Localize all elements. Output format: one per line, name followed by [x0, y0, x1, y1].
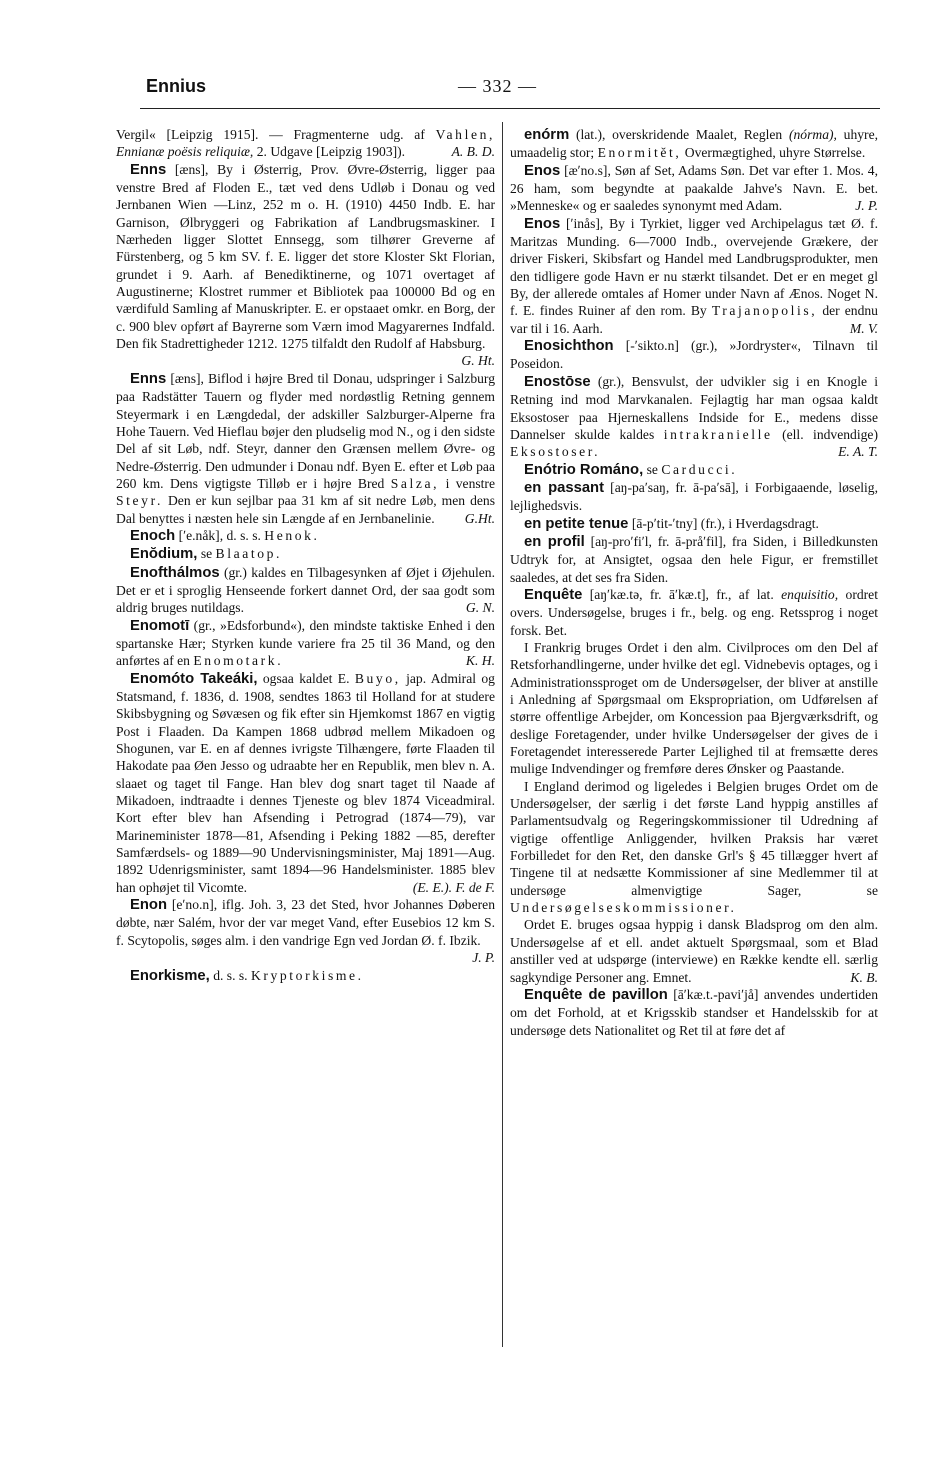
headword: en passant	[524, 479, 605, 496]
author-signature: G. Ht.	[461, 353, 495, 369]
cross-reference: Henok.	[264, 527, 320, 543]
page-header	[140, 72, 880, 102]
headword: Enoch	[130, 527, 176, 544]
entry-enquete-de-pavillon: Enquête de pavillon [āʹkæ.t.-paviʹjå] anvendes undertiden om det Forhold, at et Krigsskib standser et Handelsskib for at undersøge dets Nationalitet og Ret til at føre det af	[510, 986, 878, 1038]
author-signature: E. A. T.	[838, 444, 878, 460]
headword: en profil	[524, 533, 585, 550]
cross-reference: Vahlen,	[435, 127, 495, 142]
left-column	[116, 126, 495, 985]
entry-enosichthon: Enosichthon [-ʹsikto.n] (gr.), »Jordryster«, Tilnavn til Poseidon.	[510, 338, 878, 372]
entry-enotrio-romano: Enótrio Románo, se Carducci.	[524, 461, 738, 478]
headword: en petite tenue	[524, 515, 629, 532]
headword: Enofthálmos	[130, 564, 220, 581]
entry-enos-town: Enos [ʹinås], By i Tyrkiet, ligger ved Archipelagus tæt Ø. f. Maritzas Munding. 6—7000 Indb., overvejende Grækere, der driver Fiskeri, Skibsfart og Handel med Landbrugsprodukter, men den tidligere gode Havn er nu stærkt tilsandet. Det er en meget gl By, der allerede omtales af Homer under Navn af Ænos. Noget N. f. E. findes Ruiner af den rom. By Trajanopolis, der endnu var til i 16. Aarh. M. V.	[510, 215, 878, 336]
author-signature: K. H.	[465, 653, 495, 669]
headword: Enos	[524, 215, 561, 232]
cross-reference: Kryptorkisme.	[250, 967, 364, 983]
right-column	[510, 126, 878, 1039]
entry-en-profil: en profil [aŋ-proʹfiʹl, fr. ā-pråʹfil], fra Siden, i Billedkunsten Udtryk for, at Ansigtet, ogsaa den hele Figur, er fremstillet saaledes, at det ses fra Siden.	[510, 533, 878, 585]
headword: Enosichthon	[524, 338, 614, 355]
cross-reference: Blaatop.	[215, 546, 283, 562]
cross-reference: Salza,	[390, 475, 440, 491]
author-signature: G.Ht.	[464, 510, 495, 526]
headword: enórm	[524, 127, 570, 143]
entry-en-passant: en passant [aŋ-paʹsaŋ, fr. ā-paʹsā], i Forbigaaende, løselig, lejlighedsvis.	[510, 479, 878, 514]
headword: Enquête de pavillon	[524, 986, 668, 1003]
headword: Enostōse	[524, 373, 591, 390]
enquete-paragraph-press: Ordet E. bruges ogsaa hyppig i dansk Bladsprog om den alm. Undersøgelse af et ell. andet aktuelt Spørgsmaal, som et Blad anstiller ved at udspørge (interviewe) en Række kendte ell. særlig sagkyndige Personer ang. Emnet. K. B.	[510, 917, 878, 985]
headword: Enns	[130, 161, 167, 178]
cross-reference: Trajanopolis,	[711, 303, 818, 319]
running-head: Ennius	[146, 76, 207, 96]
entry-enorm: enórm (lat.), overskridende Maalet, Reglen (nórma), uhyre, umaadelig stor; Enormitĕt, Overmægtighed, uhyre Størrelse.	[510, 127, 879, 161]
author-signature: (E. E.). F. de F.	[412, 879, 495, 895]
cross-reference: Eksostoser.	[510, 444, 601, 460]
entry-en-petite-tenue: en petite tenue [ā-pʹtit-ʹtny] (fr.), i Hverdagsdragt.	[524, 515, 819, 532]
entry-ennius-continuation: Vergil« [Leipzig 1915]. — Fragmenterne udg. af Vahlen, Ennianæ poësis reliquiæ, 2. Udgave [Leipzig 1903]). A. B. D.	[116, 127, 495, 160]
entry-enos-person: Enos [æʹno.s], Søn af Set, Adams Søn. Det var efter 1. Mos. 4, 26 ham, som begyndte at paakalde Jahve's Navn. E. bet. »Menneske« og er saaledes synonymt med Adam. J. P.	[510, 162, 878, 214]
column-divider	[502, 122, 503, 1347]
enquete-paragraph-england: I England derimod og ligeledes i Belgien bruges Ordet om de Undersøgelser, der særlig i det første Land hyppig anstilles af Parlamentsudvalg og Regeringskommissioner til Udredning af vigtige offentlige Anliggender, hvilken Praksis har været Forbilledet for den Ret, den danske Grl's § 45 tillægger hvert af Tingene til at nedsætte Kommissioner af sine Medlemmer til at undersøge almenvigtige Sager, se Undersøgelseskommissioner.	[510, 778, 878, 916]
headword: Enns	[130, 370, 167, 387]
entry-enns-river: Enns [æns], Biflod i højre Bred til Donau, udspringer i Salzburg paa Radstätter Tauern og flyder med nordøstlig Retning gennem Steyermark i en Længdedal, der adskiller Salzburger-Alperne fra Hohe Tauern. Ved Hieflau bøjer den pludselig mod N., og i den sidste Del af sit Løb, ndf. Steyr, danner den Grænsen mellem Øvre- og Nedre-Østerrig. Den udmunder i Donau ndf. Byen E. efter et Løb paa 260 km. Dens vigtigste Tilløb er i højre Bred Salza, i venstre Steyr. Den er kun sejlbar paa 31 km af sit nedre Løb, men dens Dal benyttes i næsten hele sin Længde af en Jernbanelinie. G.Ht.	[116, 370, 495, 526]
entry-enorkisme: Enorkisme, d. s. s. Kryptorkisme.	[130, 967, 364, 984]
entry-enquete: Enquête [aŋʹkæ.tə, fr. āʹkæ.t], fr., af lat. enquisitio, ordret overs. Undersøgelse, bruges i fr., belg. og eng. Retssprog i noget forsk. Bet.	[510, 586, 878, 638]
entry-enns-town: Enns [æns], By i Østerrig, Prov. Øvre-Østerrig, ligger paa venstre Bred af Floden E., tæt ved dens Udløb i Donau og ved Jernbanen Wien —Linz, 252 m o. H. (1910) 4450 Indb. E. har Garnison, Ølbryggeri og Fabrikation af Landbrugsmaskiner. I Nærheden ligger Slottet Ennsegg, som tilhører Greverne af Fürstenberg, og 5 km SV. f. E. ligger det store Kloster Skt Florian, grundet i 9. Aarh. af Benediktinerne, og 1071 overtaget af Augustinerne; Klostret rummer et Bibliotek paa 100000 Bd og en værdifuld Samling af Manuskripter. E. er opstaaet omkr. en Borg, der c. 900 blev opført af Bayrerne som Værn imod Magyarernes Indfald. Den fik Stadrettigheder 1212. 1275 tilfaldt den Rudolf af Habsburg. G. Ht.	[116, 161, 495, 369]
cross-reference: Steyr.	[116, 493, 163, 509]
headword: Enorkisme,	[130, 967, 210, 984]
entry-enomoti: Enomotī (gr., »Edsforbund«), den mindste taktiske Enhed i den spartanske Hær; Styrken kunde variere fra 25 til 36 Mand, og den anførtes af en Enomotark. K. H.	[116, 617, 495, 669]
headword: Enŏdium,	[130, 546, 198, 563]
header-rule	[140, 108, 880, 109]
enquete-paragraph-france: I Frankrig bruges Ordet i den alm. Civilproces om den Del af Retsforhandlingerne, under hvilke det egl. Vidnebevis optages, og i Administrationssproget om de Undersøgelser, der bliver at anstille i Anledning af Spørgsmaal om Ekspropriation, om Udførelsen af større offentlige Arbejder, om Koncession paa Bjergværksdrift, og deslige Foretagender, under hvilke Undersøgelser der gives de i Foretagendet interesserede Parter Lejlighed til at fremsætte deres mulige Indvendinger og fremføre deres Ønsker og Paastande.	[510, 639, 878, 777]
cross-reference: Buyo,	[354, 670, 401, 686]
author-signature: A. B. D.	[451, 144, 495, 160]
headword: Enomotī	[130, 617, 190, 634]
author-signature: K. B.	[850, 969, 878, 985]
entry-enoch: Enoch [ʹe.nåk], d. s. s. Henok.	[130, 527, 320, 544]
page-number: — 332 —	[458, 76, 537, 96]
headword: Enon	[130, 897, 167, 914]
cross-reference: Enomotark.	[193, 653, 284, 669]
entry-enon: Enon [eʹno.n], iflg. Joh. 3, 23 det Sted, hvor Johannes Døberen døbte, nær Salém, hvor der var meget Vand, efter Eusebios 12 km S. f. Scytopolis, søges alm. i den vandrige Egn ved Jordan Ø. f. Ibzik. J. P.	[116, 897, 495, 966]
entry-enofthalmos: Enofthálmos (gr.) kaldes en Tilbagesynken af Øjet i Øjehulen. Det er et i sproglig Henseende forkert dannet Ord, der saa godt som aldrig bruges nutildags. G. N.	[116, 564, 495, 616]
cross-reference: Carducci.	[661, 461, 738, 477]
cross-reference: Undersøgelseskommissioner.	[510, 900, 737, 916]
entry-enostose: Enostōse (gr.), Bensvulst, der udvikler sig i en Knogle i Retning ind mod Marvkanalen. Fejlagtig har man ogsaa kaldt Eksostoser paa Hjerneskallens Indside for E., medens disse Dannelser skulde kaldes intrakranielle (ell. indvendige) Eksostoser. E. A. T.	[510, 373, 879, 460]
author-signature: M. V.	[849, 320, 878, 336]
cross-reference: intrakranielle	[663, 426, 773, 442]
headword: Enomóto Takeáki,	[130, 670, 258, 687]
author-signature: J. P.	[472, 950, 495, 966]
headword: Enos	[524, 162, 561, 179]
entry-enomoto-takeaki: Enomóto Takeáki, ogsaa kaldet E. Buyo, jap. Admiral og Statsmand, f. 1836, d. 1908, sendtes 1863 til Holland for at studere Skibsbygning og Søvæsen og fik efter sin Hjemkomst 1867 en vigtig Post i Flaaden. Da Kampen 1868 udbrød mellem Mikadoen og Shogunen, var E. en af dennes ivrigste Tilhængere, førte Flaaden til Hakodate paa Øen Jesso og udraabte her en Republik, men blev n. A. slaaet og taget til Fange. Han blev dog snart taget til Naade af Mikadoen, indtraadte i dennes Tjeneste og blev 1874 Viceadmiral. Kort efter blev han Afsending i Petrograd (1874—79), var Marineminister 1878—81, Afsending i Peking 1882 —85, derefter Samfærdsels- og 1889—90 Undervisningsminister, Maj 1891—Aug. 1892 Udenrigsminister, samt 1894—96 Handelsminister. 1885 blev han ophøjet til Vicomte. (E. E.). F. de F.	[116, 670, 495, 895]
headword: Enquête	[524, 586, 583, 603]
entry-enodium: Enŏdium, se Blaatop.	[130, 546, 283, 563]
author-signature: G. N.	[465, 600, 495, 616]
cross-reference: Enormitĕt,	[597, 145, 682, 161]
headword: Enótrio Románo,	[524, 461, 644, 478]
author-signature: J. P.	[855, 198, 878, 214]
